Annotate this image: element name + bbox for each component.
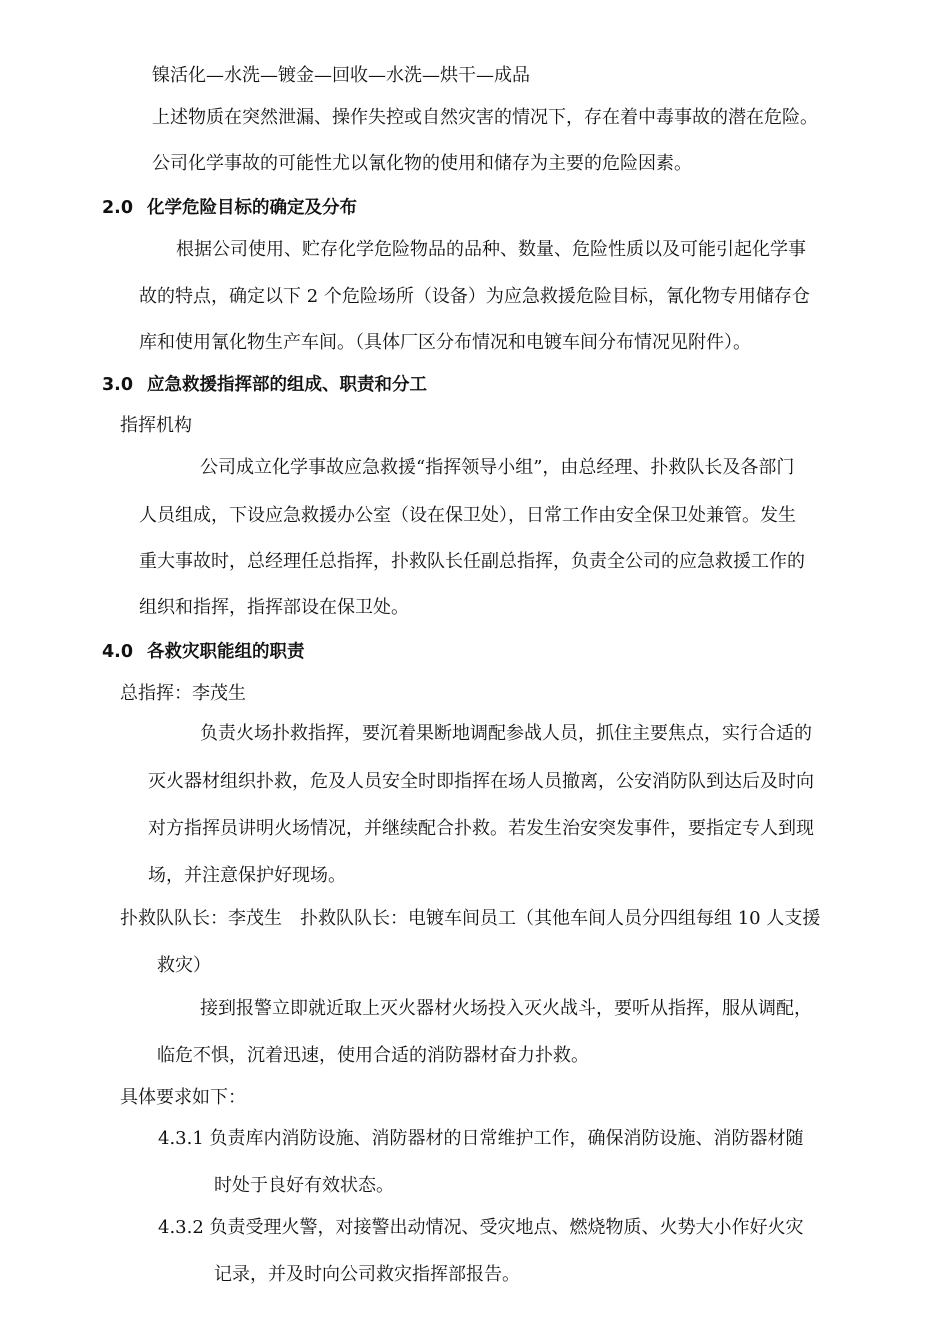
section-number: 2.0	[102, 198, 134, 218]
section-title: 化学危险目标的确定及分布	[147, 198, 358, 218]
subheading-line: 指挥机构	[120, 415, 192, 436]
paragraph-line: 接到报警立即就近取上灭火器材火场投入灭火战斗，要听从指挥，服从调配，	[200, 998, 812, 1019]
role-line: 扑救队队长：李茂生 扑救队队长：电镀车间员工（其他车间人员分四组每组 10 人支援	[120, 908, 821, 929]
subheading-line: 具体要求如下：	[120, 1087, 246, 1108]
paragraph-line: 救灾）	[157, 955, 211, 976]
list-item: 4.3.1 负责库内消防设施、消防器材的日常维护工作，确保消防设施、消防器材随	[158, 1128, 804, 1149]
paragraph-line: 灭火器材组织扑救，危及人员安全时即指挥在场人员撤离，公安消防队到达后及时向	[148, 771, 814, 792]
section-number: 3.0	[102, 375, 134, 395]
section-title: 应急救援指挥部的组成、职责和分工	[147, 375, 428, 395]
paragraph-line: 故的特点，确定以下 2 个危险场所（设备）为应急救援危险目标，氰化物专用储存仓	[139, 286, 810, 307]
list-item: 4.3.2 负责受理火警，对接警出动情况、受灾地点、燃烧物质、火势大小作好火灾	[158, 1217, 804, 1238]
paragraph-line: 根据公司使用、贮存化学危险物品的品种、数量、危险性质以及可能引起化学事	[176, 239, 806, 260]
role-line: 总指挥：李茂生	[120, 683, 246, 704]
list-item-continuation: 记录，并及时向公司救灾指挥部报告。	[214, 1264, 520, 1285]
section-title: 各救灾职能组的职责	[147, 642, 305, 662]
process-flow-line: 镍活化—水洗—镀金—回收—水洗—烘干—成品	[152, 65, 530, 86]
paragraph-line: 公司成立化学事故应急救援“指挥领导小组”，由总经理、扑救队长及各部门	[200, 457, 795, 478]
paragraph-line: 公司化学事故的可能性尤以氰化物的使用和储存为主要的危险因素。	[152, 153, 692, 174]
paragraph-line: 对方指挥员讲明火场情况，并继续配合扑救。若发生治安突发事件，要指定专人到现	[148, 818, 814, 839]
paragraph-line: 库和使用氰化物生产车间。（具体厂区分布情况和电镀车间分布情况见附件）。	[139, 332, 751, 353]
paragraph-line: 场，并注意保护好现场。	[148, 865, 346, 886]
section-heading-4	[102, 640, 305, 664]
paragraph-line: 上述物质在突然泄漏、操作失控或自然灾害的情况下，存在着中毒事故的潜在危险。	[152, 107, 818, 128]
section-number: 4.0	[102, 642, 134, 662]
paragraph-line: 人员组成，下设应急救援办公室（设在保卫处），日常工作由安全保卫处兼管。发生	[139, 505, 796, 526]
section-heading-3	[102, 373, 427, 397]
section-heading-2	[102, 196, 357, 220]
list-item-continuation: 时处于良好有效状态。	[214, 1175, 394, 1196]
paragraph-line: 临危不惧，沉着迅速，使用合适的消防器材奋力扑救。	[157, 1045, 589, 1066]
paragraph-line: 组织和指挥，指挥部设在保卫处。	[139, 597, 409, 618]
paragraph-line: 重大事故时，总经理任总指挥，扑救队长任副总指挥，负责全公司的应急救援工作的	[139, 551, 805, 572]
paragraph-line: 负责火场扑救指挥，要沉着果断地调配参战人员，抓住主要焦点，实行合适的	[200, 723, 812, 744]
